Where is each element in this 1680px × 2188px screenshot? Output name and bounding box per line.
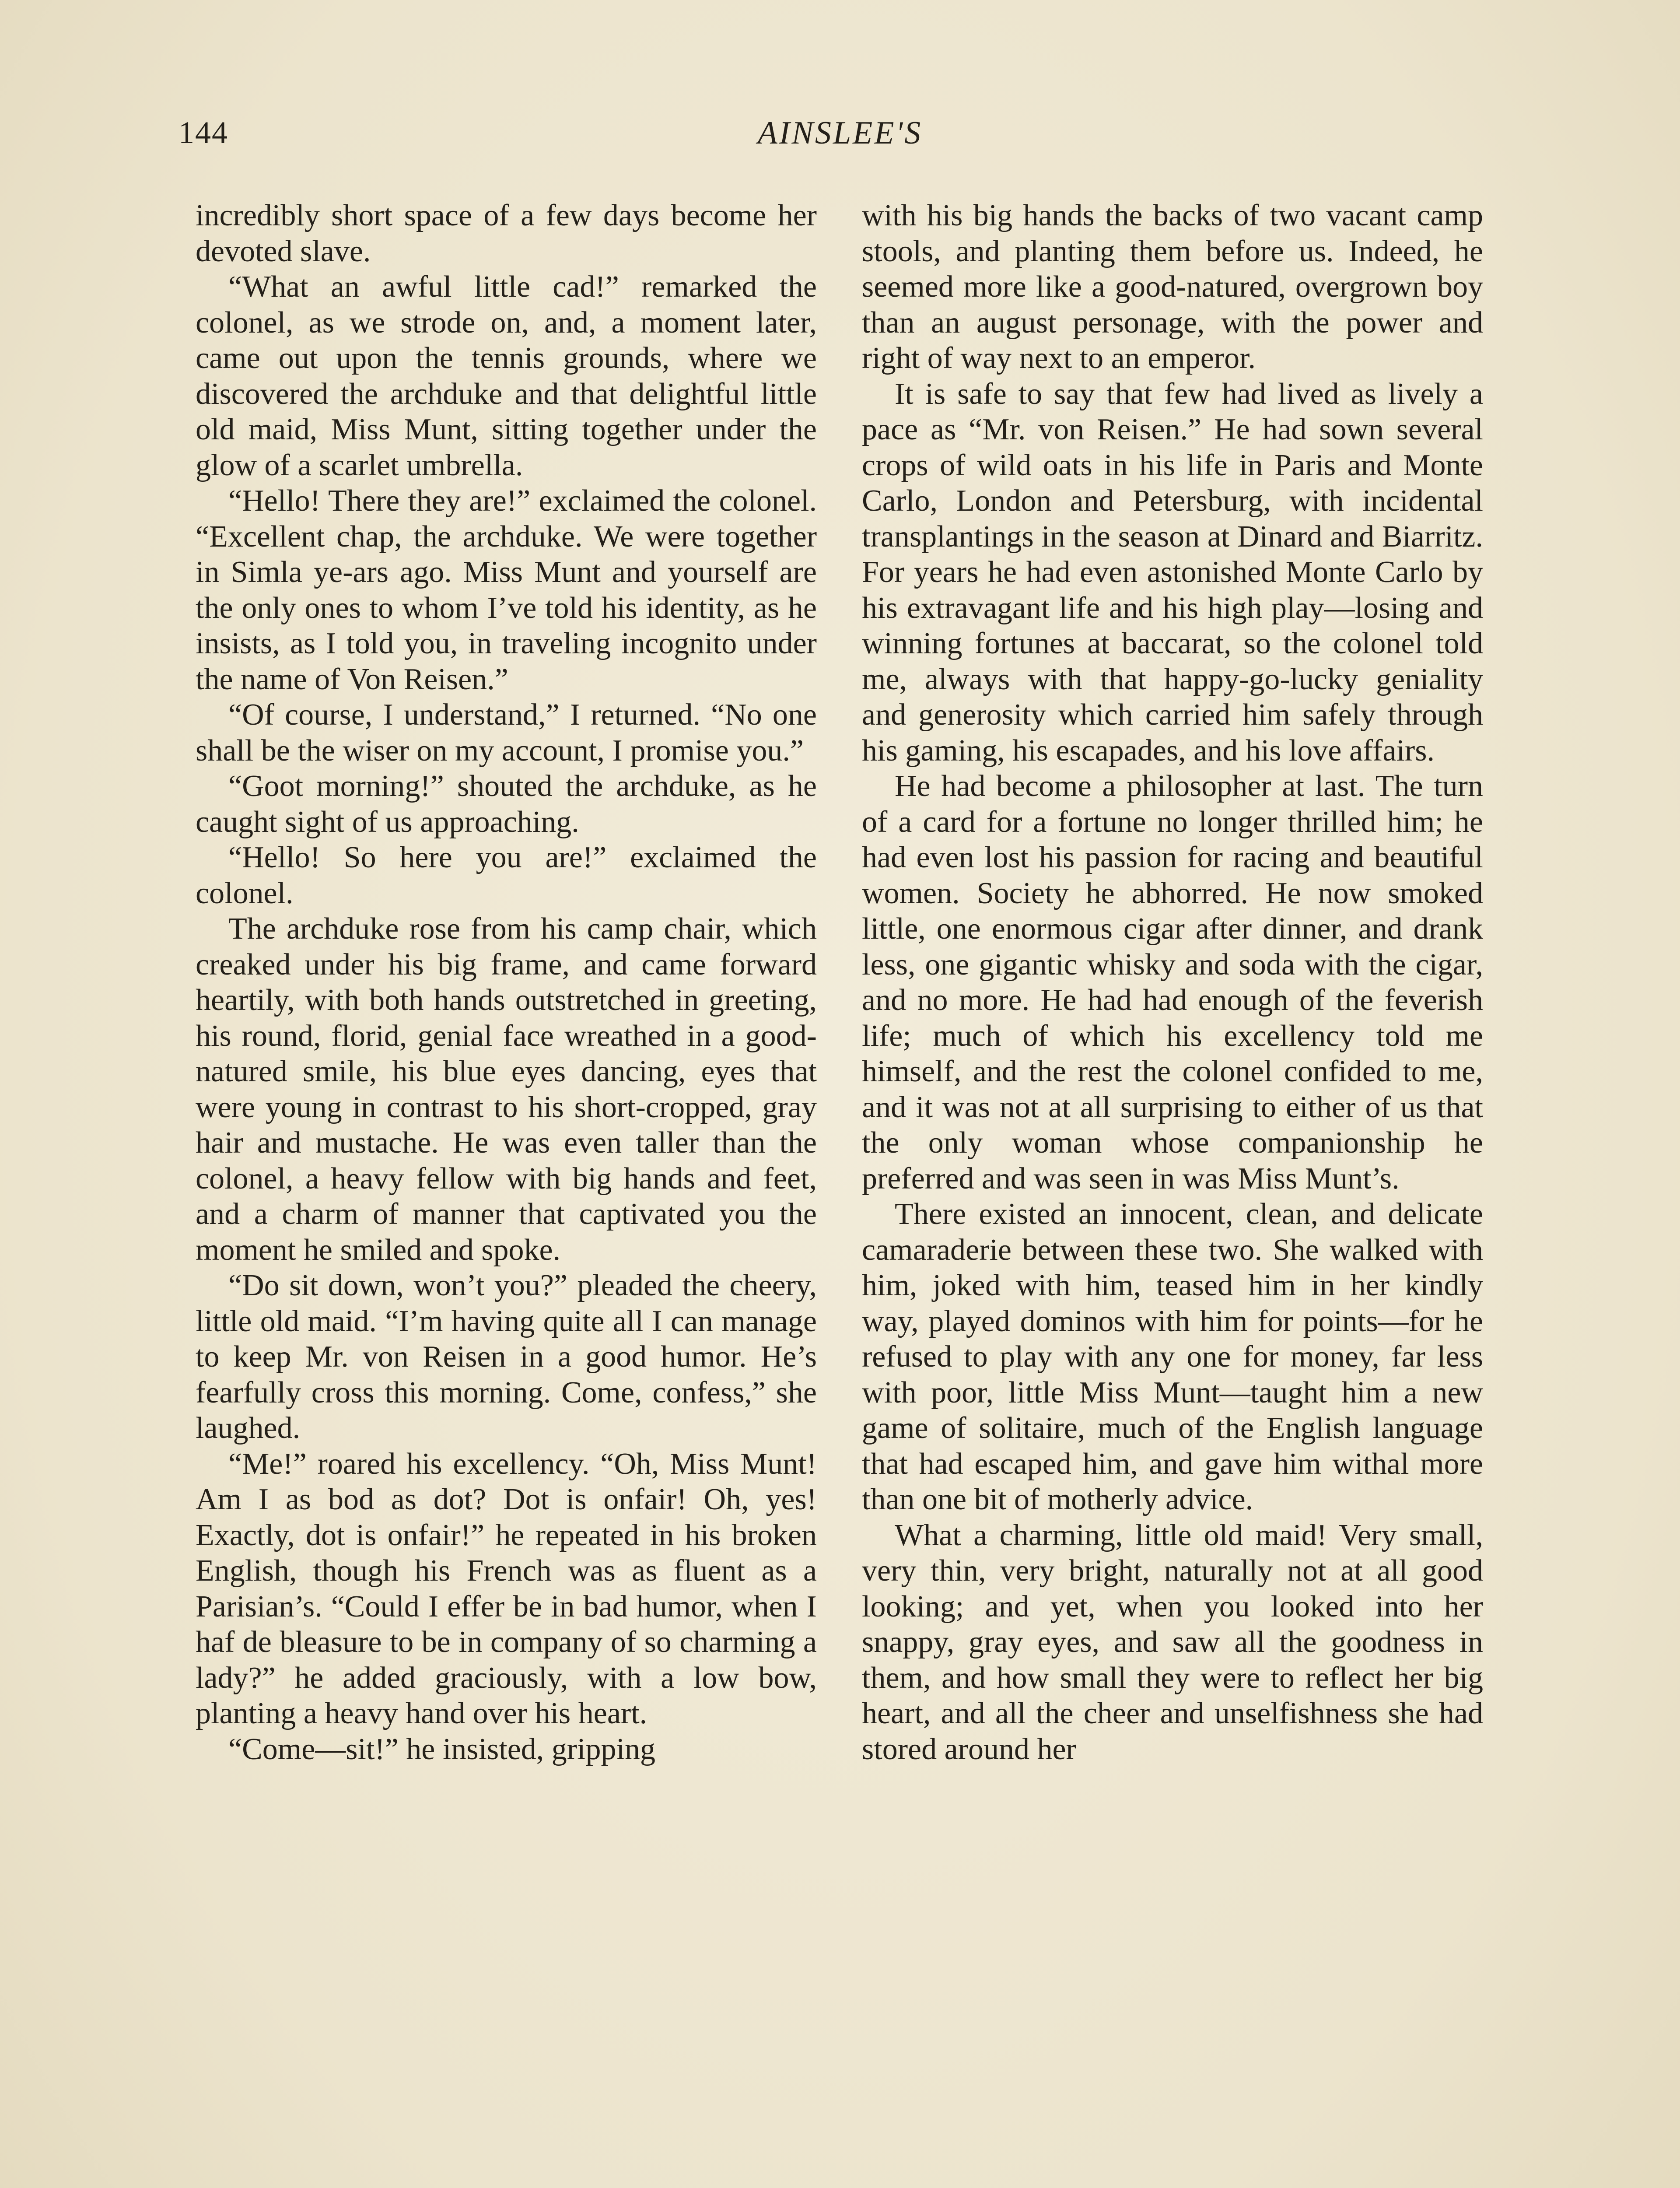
paragraph: “What an awful little cad!” remarked the colonel, as we strode on, and, a moment later, came out upon the tennis grounds, where we discovered the archduke and that delightful little old maid, Miss Munt, sitting together under the glow of a scarlet umbrella.: [196, 270, 817, 482]
paragraph: “Goot morning!” shouted the archduke, as he caught sight of us approaching.: [196, 769, 817, 839]
paragraph: “Me!” roared his excellency. “Oh, Miss Munt! Am I as bod as dot? Dot is onfair! Oh, yes! Exactly, dot is onfair!” he repeated in his broken English, though his French was as fluent as a Parisian’s. “Could I effer be in bad humor, when I haf de bleasure to be in company of so charming a lady?” he added graciously, with a low bow, planting a heavy hand over his heart.: [196, 1447, 817, 1730]
paragraph: “Hello! So here you are!” exclaimed the colonel.: [196, 841, 817, 910]
paragraph: “Come—sit!” he insisted, gripping: [228, 1732, 655, 1766]
paragraph: with his big hands the backs of two vacant camp stools, and planting them before us. Indeed, he seemed more like a good-natured, overgrown boy than an august personage, with the power and right of way next to an emperor.: [862, 199, 1483, 375]
paragraph: “Hello! There they are!” exclaimed the colonel. “Excellent chap, the archduke. We were together in Simla ye-ars ago. Miss Munt and yourself are the only ones to whom I’ve told his identity, as he insists, as I told you, in traveling incognito under the name of Von Reisen.”: [196, 484, 817, 696]
left-column: [196, 198, 817, 1767]
paragraph: incredibly short space of a few days become her devoted slave.: [196, 199, 817, 268]
paragraph: It is safe to say that few had lived as lively a pace as “Mr. von Reisen.” He had sown several crops of wild oats in his life in Paris and Monte Carlo, London and Petersburg, with incidental transplantings in the season at Dinard and Biarritz. For years he had even astonished Monte Carlo by his extravagant life and his high play—losing and winning fortunes at baccarat, so the colonel told me, always with that happy-go-lucky geniality and generosity which carried him safely through his gaming, his escapades, and his love affairs.: [862, 377, 1483, 768]
paragraph: What a charming, little old maid! Very small, very thin, very bright, naturally not at all good looking; and yet, when you looked into her snappy, gray eyes, and saw all the goodness in them, and how small they were to reflect her big heart, and all the cheer and unselfishness she had stored around her: [862, 1518, 1483, 1766]
running-title: AINSLEE'S: [757, 115, 923, 151]
paragraph: The archduke rose from his camp chair, which creaked under his big frame, and came forward heartily, with both hands outstretched in greeting, his round, florid, genial face wreathed in a good-natured smile, his blue eyes dancing, eyes that were young in contrast to his short-cropped, gray hair and mustache. He was even taller than the colonel, a heavy fellow with big hands and feet, and a charm of manner that captivated you the moment he smiled and spoke.: [196, 912, 817, 1267]
page-header: [0, 115, 1680, 163]
paragraph: “Do sit down, won’t you?” pleaded the cheery, little old maid. “I’m having quite all I can manage to keep Mr. von Reisen in a good humor. He’s fearfully cross this morning. Come, confess,” she laughed.: [196, 1269, 817, 1445]
right-column: [862, 198, 1483, 1767]
paragraph: There existed an innocent, clean, and delicate camaraderie between these two. She walked with him, joked with him, teased him in her kindly way, played dominos with him for points—for he refused to play with any one for money, far less with poor, little Miss Munt—taught him a new game of solitaire, much of the English language that had escaped him, and gave him withal more than one bit of motherly advice.: [862, 1197, 1483, 1516]
paragraph: “Of course, I understand,” I returned. “No one shall be the wiser on my account, I promise you.”: [196, 698, 817, 768]
paragraph: He had become a philosopher at last. The turn of a card for a fortune no longer thrilled him; he had even lost his passion for racing and beautiful women. Society he abhorred. He now smoked little, one enormous cigar after dinner, and drank less, one gigantic whisky and soda with the cigar, and no more. He had had enough of the feverish life; much of which his excellency told me himself, and the rest the colonel confided to me, and it was not at all surprising to either of us that the only woman whose companionship he preferred and was seen in was Miss Munt’s.: [862, 769, 1483, 1196]
page-number: 144: [178, 115, 228, 150]
